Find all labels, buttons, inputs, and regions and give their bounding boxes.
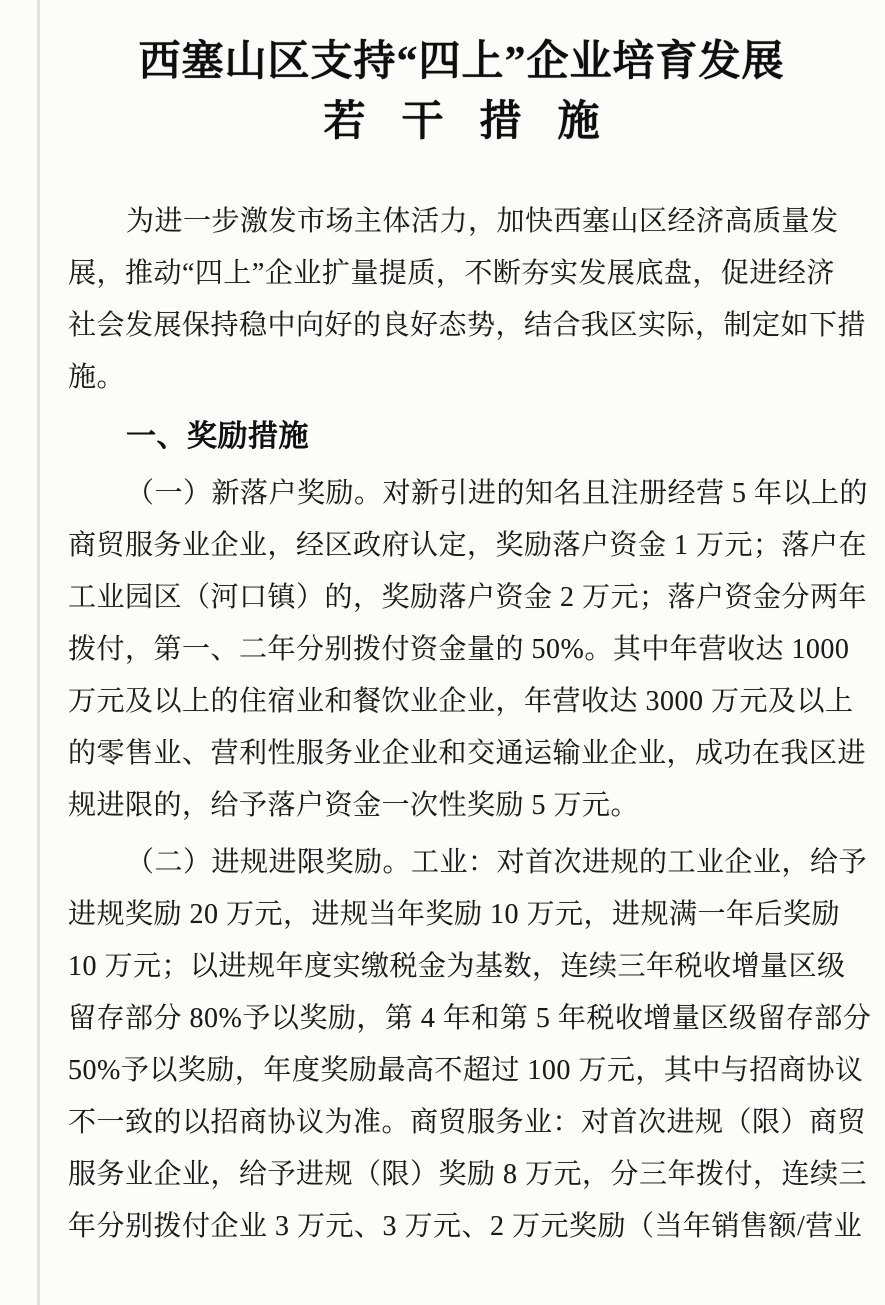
document-body [68, 196, 872, 1253]
doc-line: 工业园区（河口镇）的，奖励落户资金 2 万元；落户资金分两年 [68, 582, 868, 613]
doc-line: （一）新落户奖励。对新引进的知名且注册经营 5 年以上的 [126, 478, 869, 509]
doc-line: （二）进规进限奖励。工业：对首次进规的工业企业，给予 [126, 847, 868, 878]
doc-line: 商贸服务业企业，经区政府认定，奖励落户资金 1 万元；落户在 [68, 530, 868, 561]
paragraph [68, 837, 872, 1253]
paragraph [68, 468, 869, 832]
paragraph [68, 196, 867, 404]
section-heading [68, 411, 855, 463]
doc-line: 万元及以上的住宿业和餐饮业企业，年营收达 3000 万元及以上 [68, 686, 854, 717]
doc-line: 一、奖励措施 [126, 420, 309, 453]
doc-line: 展，推动“四上”企业扩量提质，不断夯实发展底盘，促进经济 [68, 258, 835, 289]
doc-line: 拨付，第一、二年分别拨付资金量的 50%。其中年营收达 1000 [68, 634, 850, 665]
doc-line: 施。 [68, 362, 126, 393]
document-content [68, 0, 872, 1253]
doc-line: 留存部分 80%予以奖励，第 4 年和第 5 年税收增量区级留存部分 [68, 1003, 872, 1034]
doc-line: 的零售业、营利性服务业企业和交通运输业企业，成功在我区进 [68, 738, 867, 769]
doc-line: 社会发展保持稳中向好的良好态势，结合我区实际，制定如下措 [68, 310, 867, 341]
scan-edge-artifact [37, 0, 40, 1305]
doc-line: 规进限的，给予落户资金一次性奖励 5 万元。 [68, 790, 640, 821]
doc-line: 不一致的以招商协议为准。商贸服务业：对首次进规（限）商贸 [68, 1107, 867, 1138]
doc-line: 年分别拨付企业 3 万元、3 万元、2 万元奖励（当年销售额/营业 [68, 1211, 863, 1242]
doc-line: 进规奖励 20 万元，进规当年奖励 10 万元，进规满一年后奖励 [68, 899, 841, 930]
doc-line: 服务业企业，给予进规（限）奖励 8 万元，分三年拨付，连续三 [68, 1159, 868, 1190]
doc-line: 10 万元；以进规年度实缴税金为基数，连续三年税收增量区级 [68, 951, 846, 982]
doc-line: 50%予以奖励，年度奖励最高不超过 100 万元，其中与招商协议 [68, 1055, 864, 1086]
document-title-line-2: 若干措施 [323, 99, 636, 145]
document-title-line-1: 西塞山区支持“四上”企业培育发展 [138, 39, 785, 85]
doc-line: 为进一步激发市场主体活力，加快西塞山区经济高质量发 [126, 206, 839, 237]
